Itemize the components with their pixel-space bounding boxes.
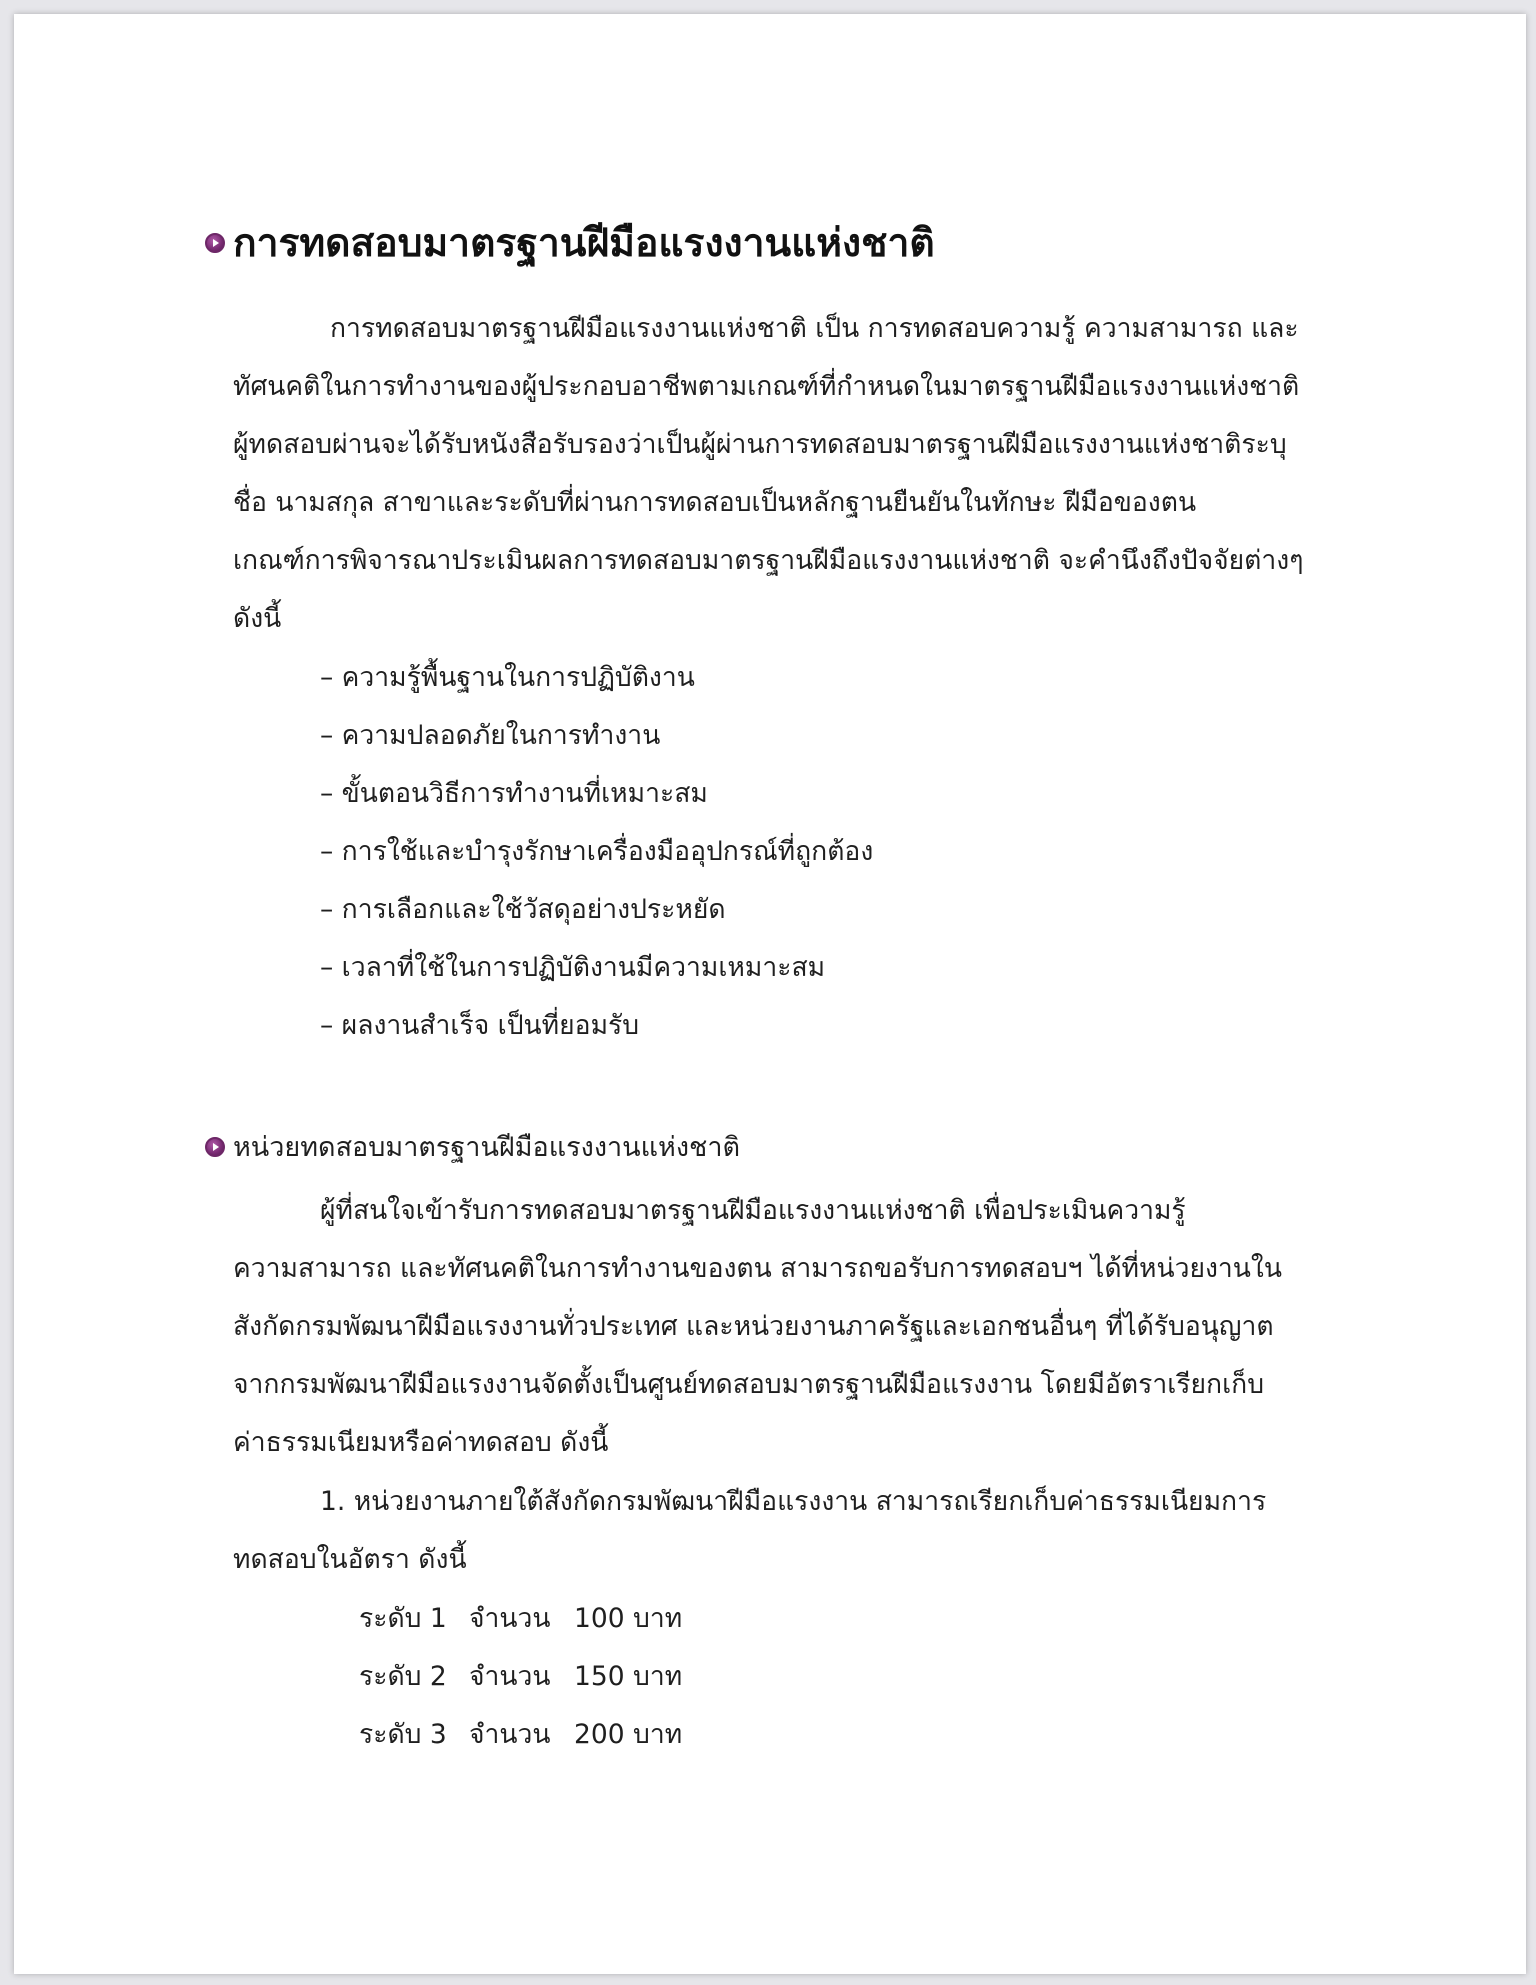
fee-amount: 100 บาท: [574, 1603, 683, 1634]
paragraph-line: การทดสอบมาตรฐานฝีมือแรงงานแห่งชาติ เป็น การทดสอบความรู้ ความสามารถ และ: [330, 313, 1299, 344]
fee-amount: 150 บาท: [574, 1661, 683, 1692]
paragraph-line: ชื่อ นามสกุล สาขาและระดับที่ผ่านการทดสอบเป็นหลักฐานยืนยันในทักษะ ฝีมือของตน: [233, 487, 1197, 518]
document-page: [14, 14, 1526, 1974]
fee-level: ระดับ 1: [359, 1603, 447, 1634]
criteria-item: – การเลือกและใช้วัสดุอย่างประหยัด: [320, 894, 726, 925]
criteria-item: – การใช้และบำรุงรักษาเครื่องมืออุปกรณ์ที่ถูกต้อง: [320, 836, 874, 867]
fee-amount-label: จำนวน: [469, 1661, 551, 1692]
section-title: การทดสอบมาตรฐานฝีมือแรงงานแห่งชาติ: [233, 221, 935, 266]
paragraph-line: ผู้ทดสอบผ่านจะได้รับหนังสือรับรองว่าเป็นผู้ผ่านการทดสอบมาตรฐานฝีมือแรงงานแห่งชาติระบุ: [233, 429, 1287, 460]
criteria-item: – ผลงานสำเร็จ เป็นที่ยอมรับ: [320, 1010, 640, 1041]
section-bullet-icon: [205, 233, 225, 253]
criteria-item: – ความปลอดภัยในการทำงาน: [320, 720, 661, 751]
fee-level: ระดับ 3: [359, 1719, 447, 1750]
section-bullet-icon: [205, 1137, 225, 1157]
section-subtitle: หน่วยทดสอบมาตรฐานฝีมือแรงงานแห่งชาติ: [233, 1132, 741, 1163]
criteria-item: – ขั้นตอนวิธีการทำงานที่เหมาะสม: [320, 778, 708, 809]
criteria-item: – เวลาที่ใช้ในการปฏิบัติงานมีความเหมาะสม: [320, 952, 826, 983]
fee-amount-label: จำนวน: [469, 1719, 551, 1750]
paragraph-line: จากกรมพัฒนาฝีมือแรงงานจัดตั้งเป็นศูนย์ทดสอบมาตรฐานฝีมือแรงงาน โดยมีอัตราเรียกเก็บ: [233, 1369, 1265, 1400]
criteria-item: – ความรู้พื้นฐานในการปฏิบัติงาน: [320, 662, 695, 693]
paragraph-line: ความสามารถ และทัศนคติในการทำงานของตน สามารถขอรับการทดสอบฯ ได้ที่หน่วยงานใน: [233, 1253, 1282, 1284]
paragraph-line: ค่าธรรมเนียมหรือค่าทดสอบ ดังนี้: [233, 1427, 609, 1458]
paragraph-line: ทัศนคติในการทำงานของผู้ประกอบอาชีพตามเกณฑ์ที่กำหนดในมาตรฐานฝีมือแรงงานแห่งชาติ: [233, 371, 1300, 402]
numbered-item: ทดสอบในอัตรา ดังนี้: [233, 1544, 467, 1575]
paragraph-line: ดังนี้: [233, 603, 282, 634]
paragraph-line: เกณฑ์การพิจารณาประเมินผลการทดสอบมาตรฐานฝีมือแรงงานแห่งชาติ จะคำนึงถึงปัจจัยต่างๆ: [233, 545, 1304, 576]
numbered-item: 1. หน่วยงานภายใต้สังกัดกรมพัฒนาฝีมือแรงงาน สามารถเรียกเก็บค่าธรรมเนียมการ: [320, 1486, 1267, 1517]
fee-amount-label: จำนวน: [469, 1603, 551, 1634]
fee-amount: 200 บาท: [574, 1719, 683, 1750]
paragraph-line: สังกัดกรมพัฒนาฝีมือแรงงานทั่วประเทศ และหน่วยงานภาครัฐและเอกชนอื่นๆ ที่ได้รับอนุญาต: [233, 1311, 1274, 1342]
fee-level: ระดับ 2: [359, 1661, 447, 1692]
paragraph-line: ผู้ที่สนใจเข้ารับการทดสอบมาตรฐานฝีมือแรงงานแห่งชาติ เพื่อประเมินความรู้: [320, 1195, 1186, 1226]
